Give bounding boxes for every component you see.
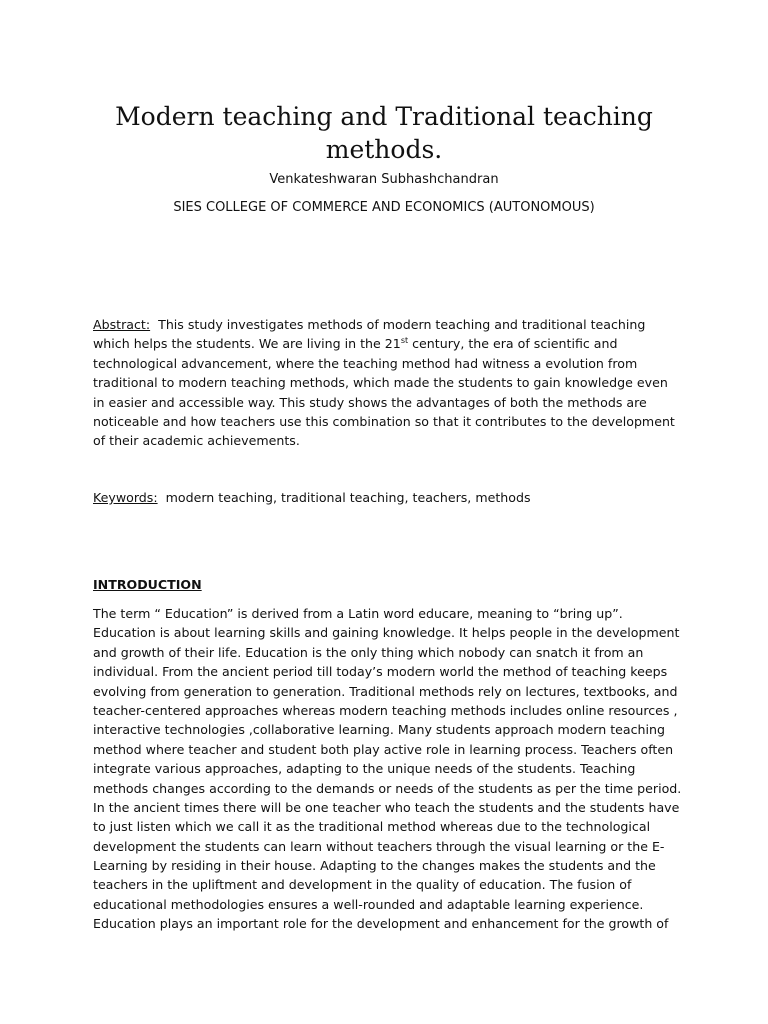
keywords-label: Keywords: xyxy=(93,490,158,505)
keywords-line xyxy=(93,488,677,507)
body-line: Education plays an important role for the development and enhancement for the growth of xyxy=(93,916,669,932)
body-line: educational methodologies ensures a well-rounded and adaptable learning experience. xyxy=(93,896,644,912)
body-line: to just listen which we call it as the traditional method whereas due to the technological xyxy=(93,819,651,835)
body-line: methods changes according to the demands or needs of the students as per the time period. xyxy=(93,780,682,796)
body-line: method where teacher and student both play active role in learning process. Teachers often xyxy=(93,741,674,757)
author-affiliation: SIES COLLEGE OF COMMERCE AND ECONOMICS (AUTONOMOUS) xyxy=(173,200,595,215)
abstract-text-part-2: century, the era of scientific and technological advancement, where the teaching method had witness a evolution from traditional to modern teaching methods, which made the students to gain knowledge even in easier and accessible way. This study shows the advantages of both the methods are noticeable and how teachers use this combination so that it contributes to the development of their academic achievements. xyxy=(93,336,675,449)
body-line: development the students can learn without teachers through the visual learning or the E- xyxy=(93,838,665,854)
abstract-label: Abstract: xyxy=(93,317,151,332)
body-line: integrate various approaches, adapting to the unique needs of the students. Teaching xyxy=(93,761,636,777)
abstract-superscript: st xyxy=(400,336,409,346)
body-line: Learning by residing in their house. Adapting to the changes makes the students and the xyxy=(93,858,656,874)
body-line: interactive technologies ,collaborative learning. Many students approach modern teaching xyxy=(93,722,665,738)
introduction-heading: INTRODUCTION xyxy=(93,577,202,592)
body-line: teachers in the upliftment and development in the quality of education. The fusion of xyxy=(93,877,632,893)
body-line: Education is about learning skills and gaining knowledge. It helps people in the development xyxy=(93,625,680,641)
body-line: teacher-centered approaches whereas modern teaching methods includes online resources , xyxy=(93,702,678,718)
abstract-text-part-1: This study investigates methods of modern teaching and traditional teaching which helps the students. We are living in the 21 xyxy=(93,317,646,352)
author-name: Venkateshwaran Subhashchandran xyxy=(269,172,499,187)
body-line: individual. From the ancient period till today’s modern world the method of teaching keeps xyxy=(93,664,668,680)
body-line: The term “ Education” is derived from a Latin word educare, meaning to “bring up”. xyxy=(93,606,623,621)
body-line: and growth of their life. Education is the only thing which nobody can snatch it from an xyxy=(93,644,644,660)
body-line: evolving from generation to generation. Traditional methods rely on lectures, textbooks, and xyxy=(93,683,678,699)
introduction-body xyxy=(93,604,682,934)
abstract-paragraph xyxy=(93,315,677,451)
body-line: In the ancient times there will be one teacher who teach the students and the students have xyxy=(93,799,680,815)
paper-title: Modern teaching and Traditional teaching methods. xyxy=(115,102,653,164)
keywords-text: modern teaching, traditional teaching, teachers, methods xyxy=(165,490,531,505)
